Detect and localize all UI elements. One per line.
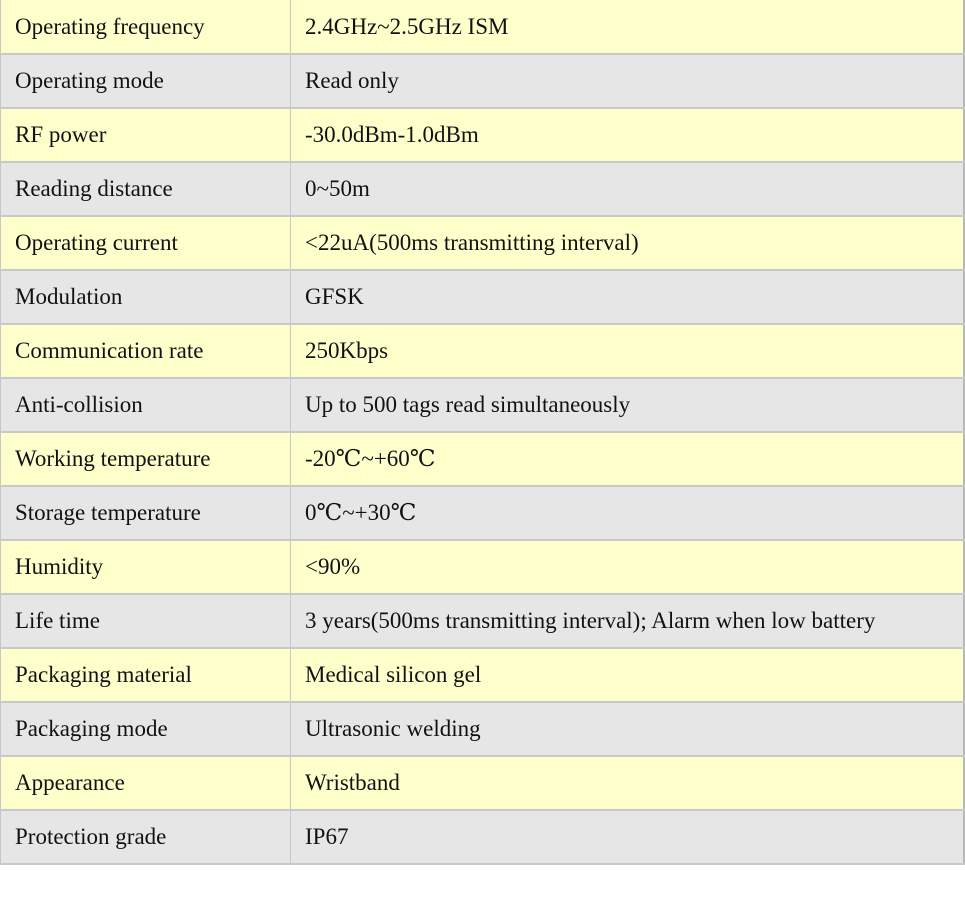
spec-value: 250Kbps (291, 324, 964, 378)
spec-label: Anti-collision (1, 378, 291, 432)
spec-label: Operating current (1, 216, 291, 270)
table-row (1, 324, 964, 378)
spec-label: Modulation (1, 270, 291, 324)
table-row (1, 378, 964, 432)
spec-value: Up to 500 tags read simultaneously (291, 378, 964, 432)
spec-value: Read only (291, 54, 964, 108)
spec-label: Protection grade (1, 810, 291, 864)
spec-value: Medical silicon gel (291, 648, 964, 702)
table-row (1, 756, 964, 810)
table-row (1, 540, 964, 594)
spec-value: Ultrasonic welding (291, 702, 964, 756)
spec-value: -20℃~+60℃ (291, 432, 964, 486)
table-row (1, 594, 964, 648)
spec-label: Packaging material (1, 648, 291, 702)
spec-value: 0~50m (291, 162, 964, 216)
table-row (1, 54, 964, 108)
spec-label: Humidity (1, 540, 291, 594)
spec-label: RF power (1, 108, 291, 162)
spec-value: GFSK (291, 270, 964, 324)
table-row (1, 810, 964, 864)
spec-label: Working temperature (1, 432, 291, 486)
spec-label: Life time (1, 594, 291, 648)
spec-value: Wristband (291, 756, 964, 810)
spec-value: <90% (291, 540, 964, 594)
spec-label: Reading distance (1, 162, 291, 216)
spec-label: Communication rate (1, 324, 291, 378)
spec-value: -30.0dBm-1.0dBm (291, 108, 964, 162)
table-row (1, 108, 964, 162)
spec-value: 3 years(500ms transmitting interval); Alarm when low battery (291, 594, 964, 648)
spec-label: Appearance (1, 756, 291, 810)
table-row (1, 702, 964, 756)
spec-value: 2.4GHz~2.5GHz ISM (291, 0, 964, 54)
spec-value: <22uA(500ms transmitting interval) (291, 216, 964, 270)
spec-label: Operating mode (1, 54, 291, 108)
spec-label: Storage temperature (1, 486, 291, 540)
table-row (1, 486, 964, 540)
spec-label: Operating frequency (1, 0, 291, 54)
table-row (1, 270, 964, 324)
spec-label: Packaging mode (1, 702, 291, 756)
table-row (1, 0, 964, 54)
table-row (1, 216, 964, 270)
table-row (1, 162, 964, 216)
spec-value: IP67 (291, 810, 964, 864)
table-row (1, 648, 964, 702)
spec-value: 0℃~+30℃ (291, 486, 964, 540)
table-row (1, 432, 964, 486)
